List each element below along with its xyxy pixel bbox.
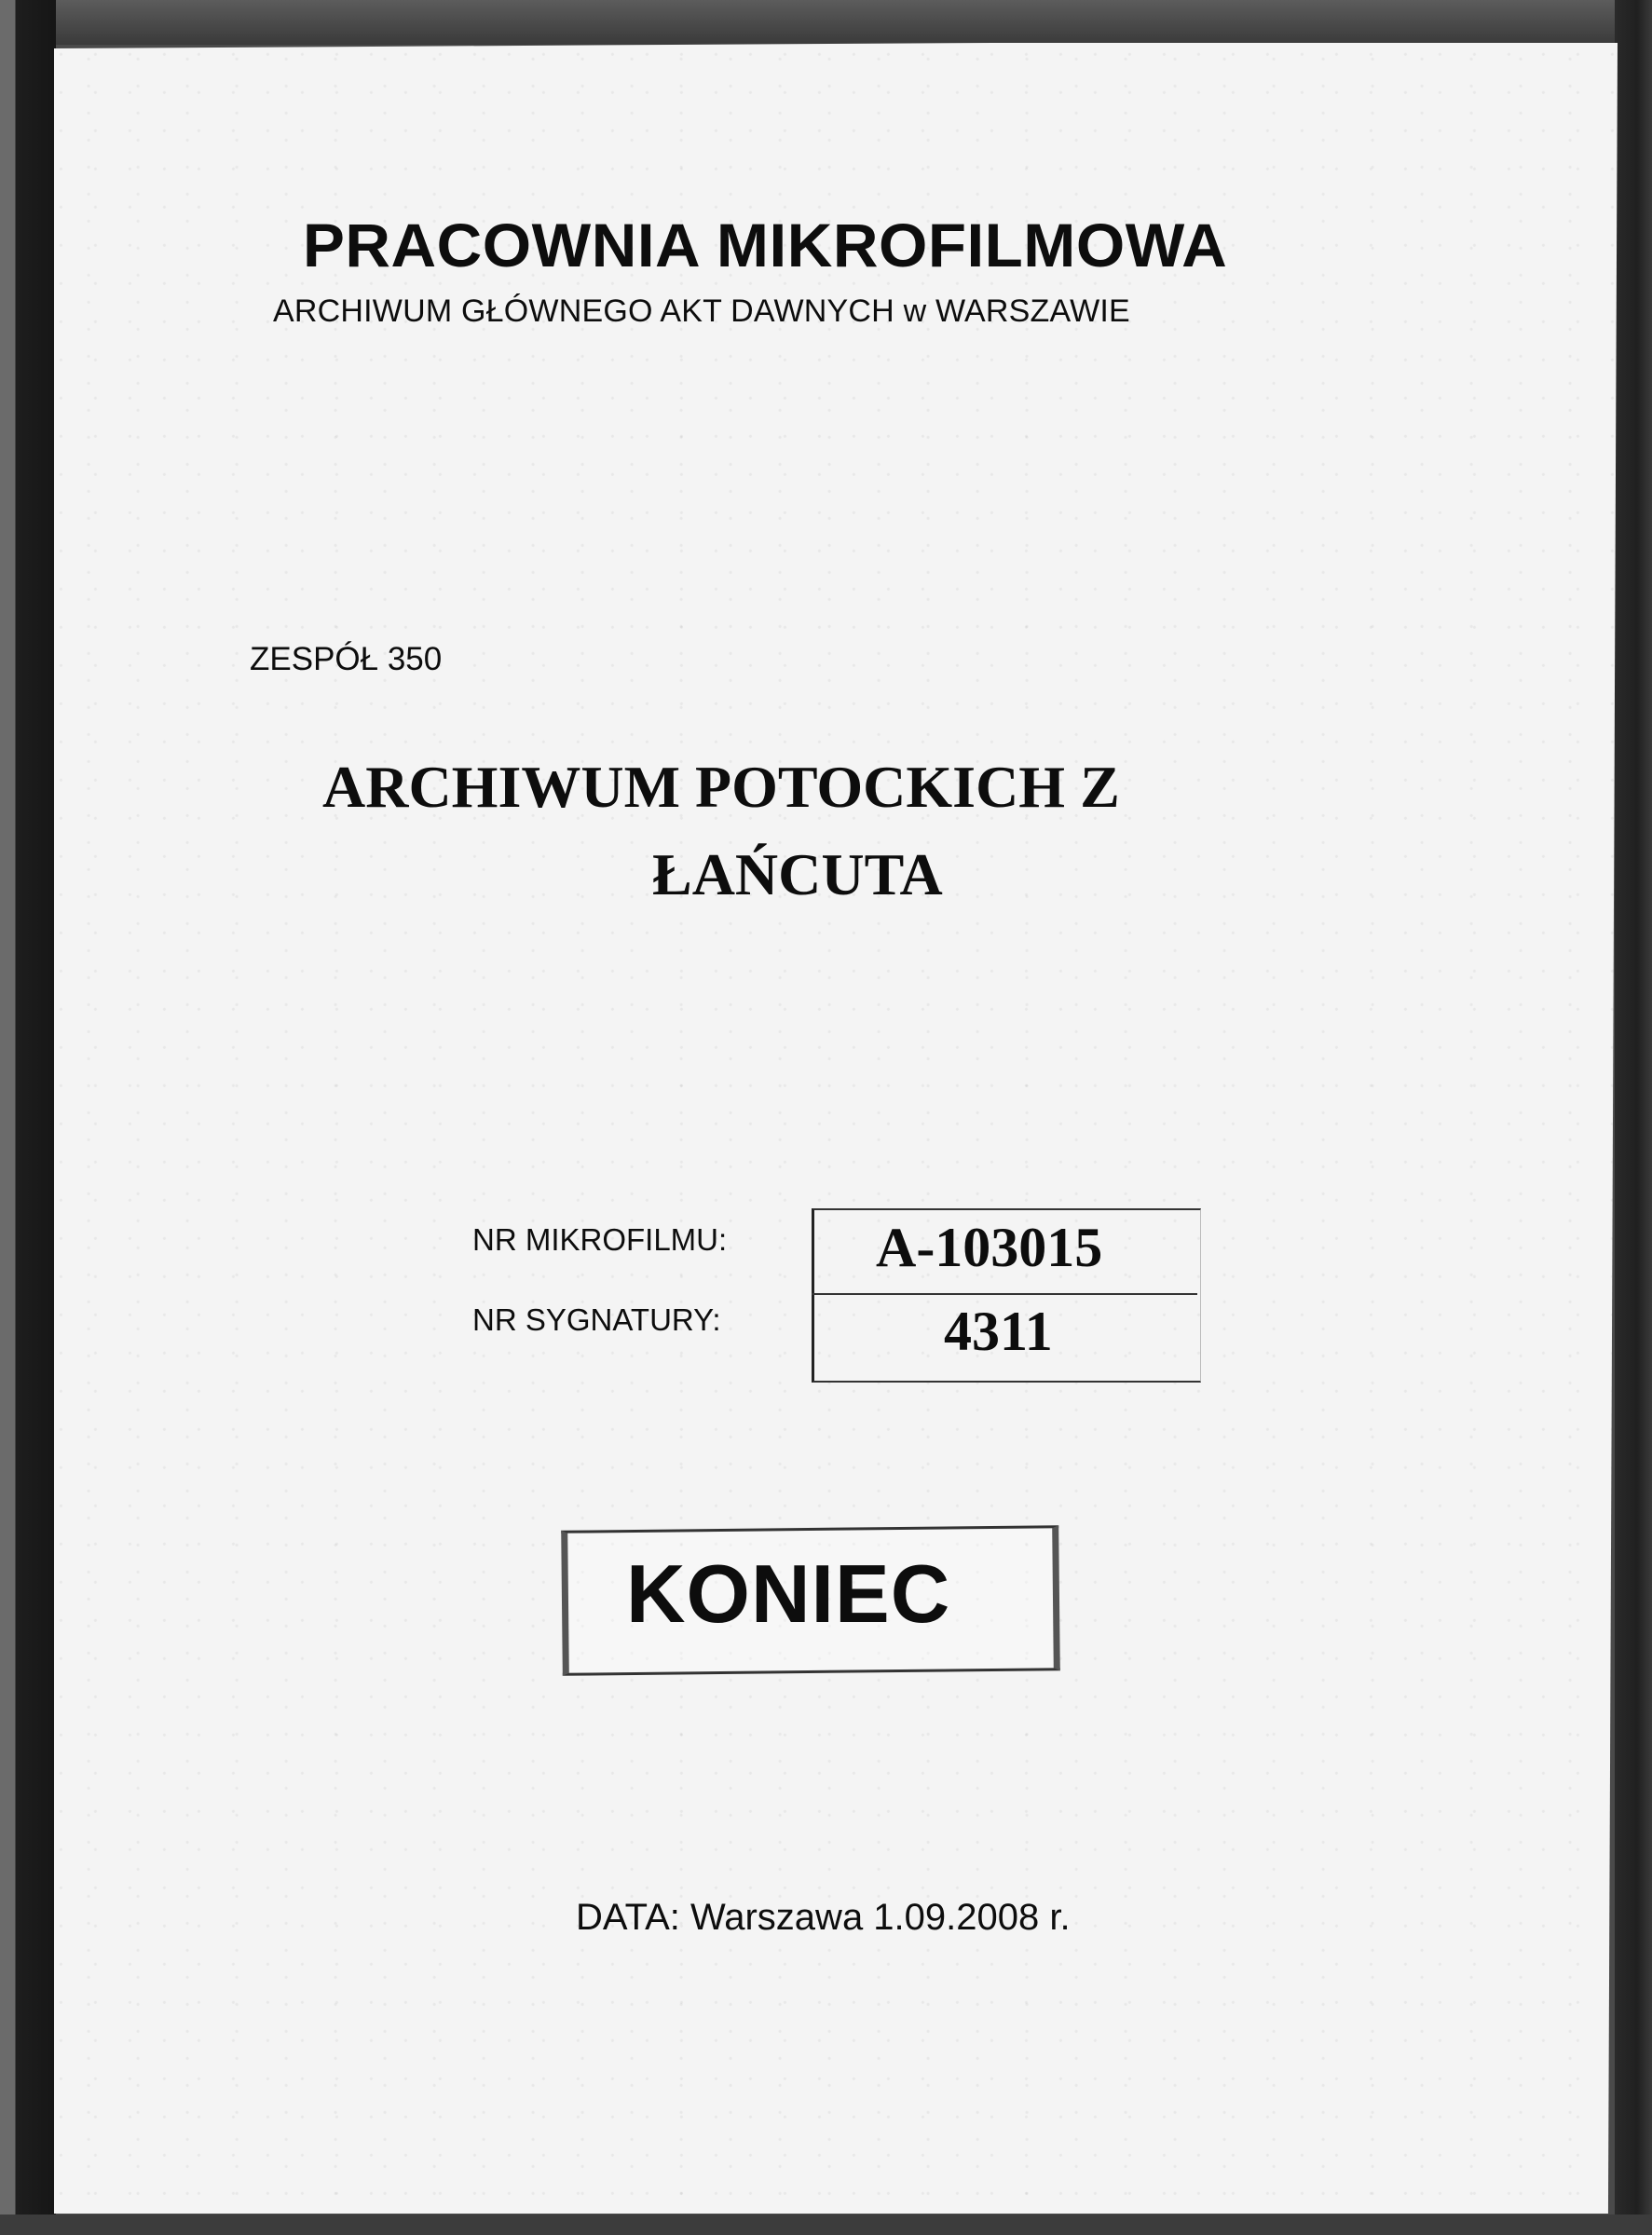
film-border-top xyxy=(0,0,1652,45)
institution-subheading: ARCHIWUM GŁÓWNEGO AKT DAWNYCH w WARSZAWIE xyxy=(273,293,1130,329)
film-border-left xyxy=(0,0,56,2235)
end-stamp-label: KONIEC xyxy=(626,1547,951,1640)
collection-title-line-1: ARCHIWUM POTOCKICH Z xyxy=(322,754,1120,820)
fonds-number: ZESPÓŁ 350 xyxy=(250,641,443,677)
identifier-table-divider xyxy=(812,1293,1197,1295)
collection-title-line-2: ŁAŃCUTA xyxy=(652,841,943,907)
microfilm-number-value: A-103015 xyxy=(876,1217,1103,1278)
document-sheet xyxy=(54,43,1618,2214)
date-line: DATA: Warszawa 1.09.2008 r. xyxy=(576,1897,1071,1938)
signature-number-label: NR SYGNATURY: xyxy=(472,1302,721,1337)
microfilm-number-label: NR MIKROFILMU: xyxy=(472,1222,728,1257)
lab-name-heading: PRACOWNIA MIKROFILMOWA xyxy=(303,211,1228,279)
film-border-bottom xyxy=(0,2215,1652,2235)
film-border-right xyxy=(1615,0,1652,2235)
signature-number-value: 4311 xyxy=(944,1301,1053,1362)
